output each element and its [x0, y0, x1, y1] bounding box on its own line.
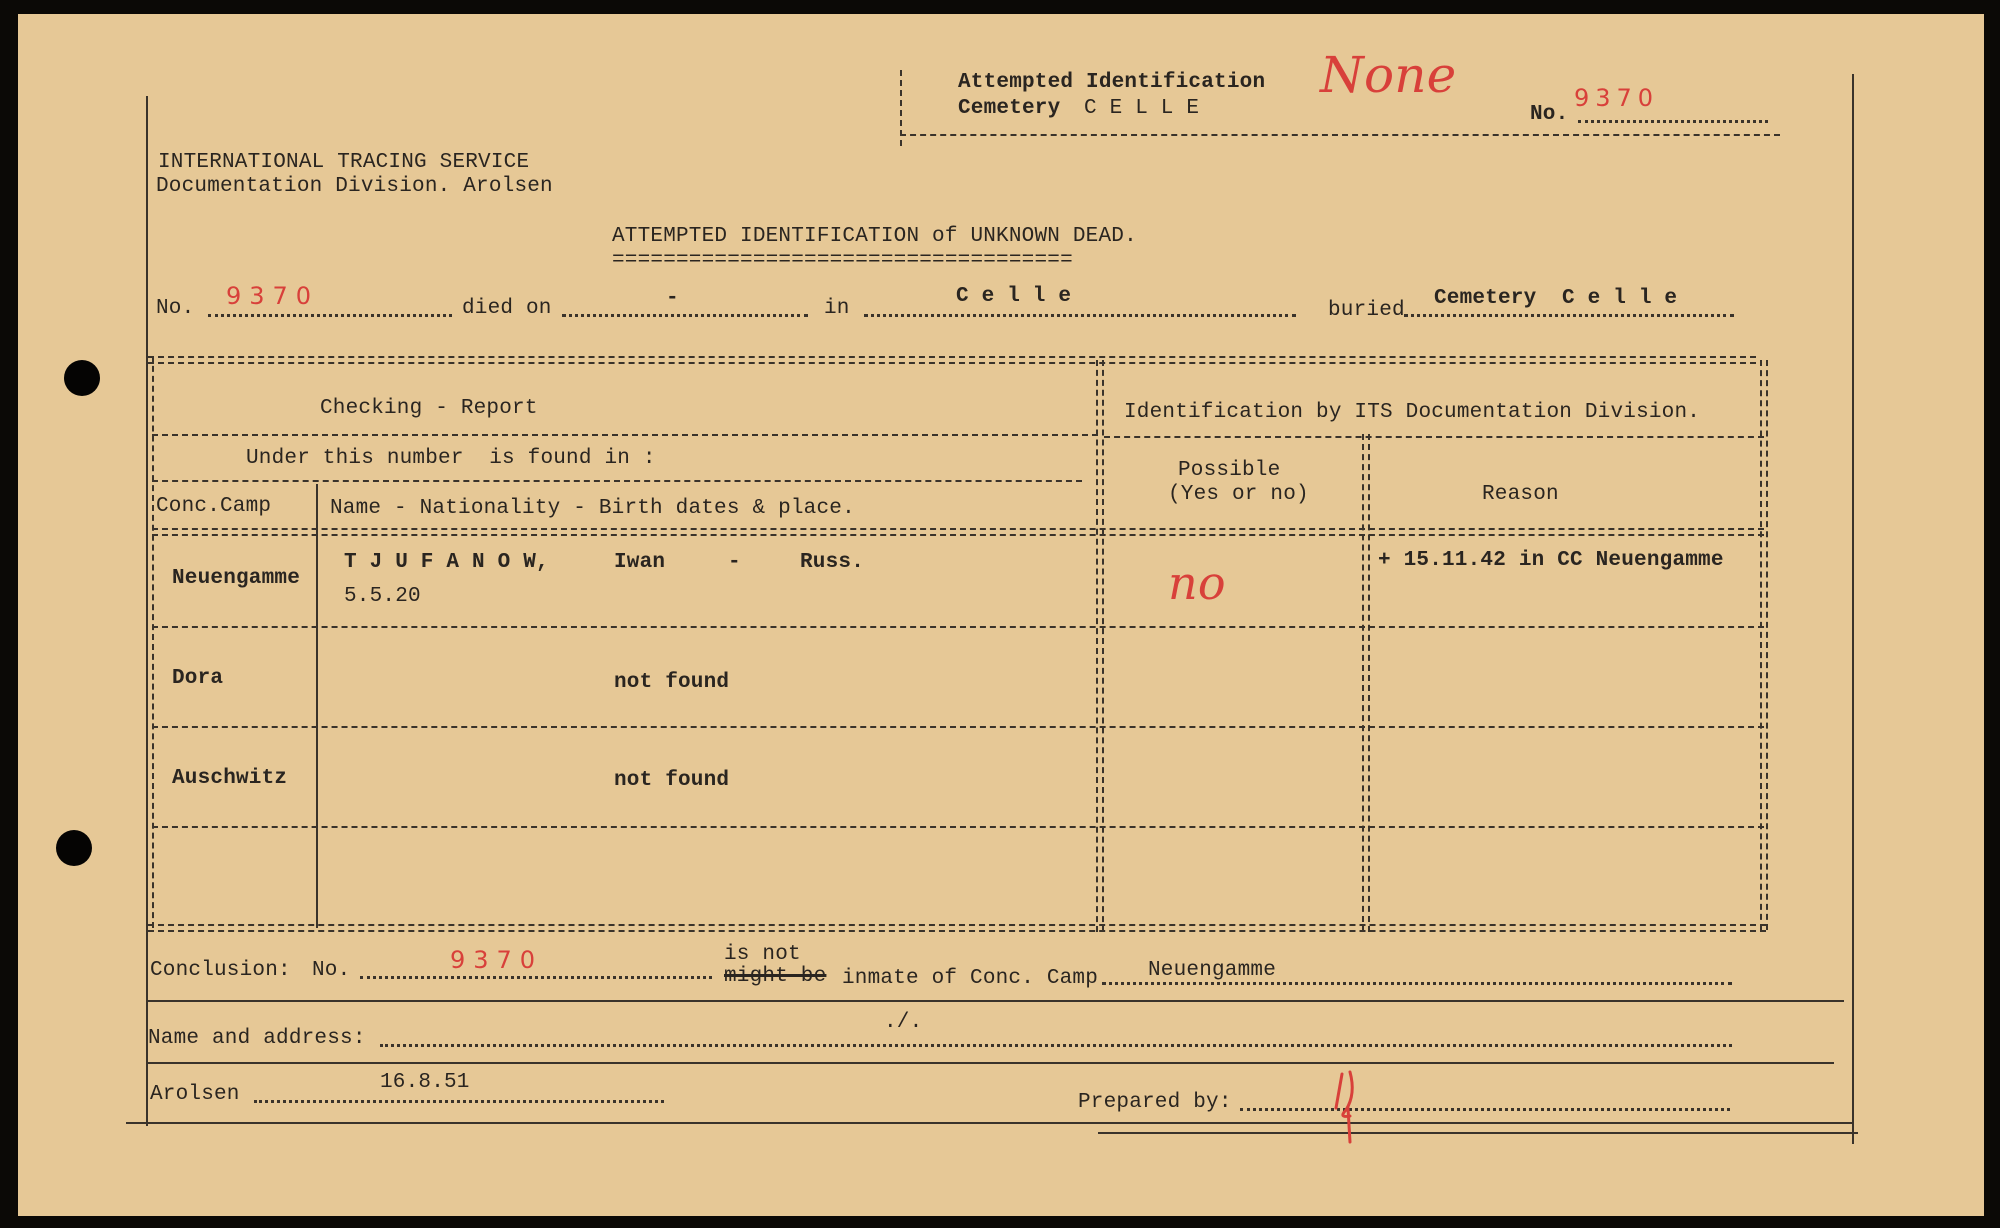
- conclusion-no-dots: [360, 976, 712, 979]
- row3-name: not found: [614, 769, 730, 792]
- page-title: ATTEMPTED IDENTIFICATION of UNKNOWN DEAD.: [612, 225, 1137, 248]
- table-camp-rule: [316, 484, 318, 928]
- header-box-bottom-rule: [900, 134, 1780, 136]
- title-underline: ====================================: [612, 249, 1073, 272]
- header-no-label: No.: [1530, 103, 1569, 126]
- frame-bottom-line-right: [1098, 1132, 1858, 1134]
- col-camp-header: Conc.Camp: [156, 495, 272, 518]
- record-no-label: No.: [156, 297, 195, 320]
- buried-value: Cemetery C e l l e: [1434, 287, 1678, 310]
- row1-camp: Neuengamme: [172, 567, 301, 590]
- footer-date-dots: [254, 1100, 664, 1103]
- name-address-dots: [380, 1044, 1732, 1047]
- handwritten-none-mark: None: [1320, 46, 1457, 104]
- col-reason-header: Reason: [1482, 483, 1559, 506]
- row3-bottom-rule: [152, 826, 1764, 828]
- frame-right-line: [1852, 74, 1854, 1144]
- org-line-2: Documentation Division. Arolsen: [156, 175, 553, 198]
- died-on-label: died on: [462, 297, 552, 320]
- row1-surname: T J U F A N O W,: [344, 551, 549, 574]
- in-dots: [864, 314, 1296, 317]
- attempted-identification-label: Attempted Identification: [958, 71, 1266, 94]
- document-card: [18, 14, 1984, 1216]
- in-label: in: [824, 297, 850, 320]
- footer-date: 16.8.51: [380, 1071, 470, 1094]
- conclusion-no-value: 9370: [450, 946, 544, 974]
- table-middle-rule: [1096, 360, 1104, 932]
- row1-dash: -: [728, 551, 741, 574]
- in-value: C e l l e: [956, 285, 1072, 308]
- name-address-value: ./.: [884, 1011, 923, 1034]
- record-no-value: 9370: [226, 282, 320, 310]
- under-number-rule: [152, 480, 1082, 482]
- col-possible-header: Possible: [1178, 459, 1281, 482]
- row1-nationality: Russ.: [800, 551, 865, 574]
- died-on-value: -: [666, 287, 679, 310]
- conclusion-label: Conclusion:: [150, 959, 291, 982]
- row1-reason: + 15.11.42 in CC Neuengamme: [1378, 549, 1724, 572]
- punch-hole-top: [64, 360, 100, 396]
- prepared-by-label: Prepared by:: [1078, 1091, 1232, 1114]
- prepared-by-dots: [1240, 1108, 1730, 1111]
- table-left-rule: [146, 356, 154, 928]
- row1-bottom-rule: [152, 626, 1764, 628]
- under-number-label: Under this number is found in :: [246, 447, 656, 470]
- header-no-value: 9370: [1574, 84, 1660, 112]
- died-on-dots: [562, 314, 808, 317]
- table-bottom-rule: [148, 924, 1766, 932]
- punch-hole-bottom: [56, 830, 92, 866]
- checking-report-rule: [152, 434, 1098, 436]
- row1-possible-handwritten: no: [1168, 556, 1226, 610]
- prepared-by-initial-mark: [1328, 1064, 1368, 1144]
- table-top-rule: [148, 356, 1756, 364]
- buried-label: buried: [1328, 299, 1405, 322]
- col-possible-subheader: (Yes or no): [1168, 483, 1309, 506]
- frame-bottom-line: [126, 1122, 1852, 1124]
- row2-bottom-rule: [152, 726, 1764, 728]
- footer-place: Arolsen: [150, 1083, 240, 1106]
- header-cemetery-value: C E L L E: [1084, 97, 1200, 120]
- record-no-dots: [208, 314, 452, 317]
- row1-first-name: Iwan: [614, 551, 666, 574]
- org-line-1: INTERNATIONAL TRACING SERVICE: [158, 151, 530, 174]
- row1-birth-date: 5.5.20: [344, 585, 421, 608]
- name-address-label: Name and address:: [148, 1027, 366, 1050]
- column-header-rule: [152, 528, 1764, 536]
- name-address-rule: [148, 1062, 1834, 1064]
- conclusion-inmate-text: inmate of Conc. Camp: [842, 967, 1099, 990]
- conclusion-camp-dots: [1102, 982, 1732, 985]
- identification-rule: [1104, 436, 1764, 438]
- identification-header: Identification by ITS Documentation Division.: [1124, 401, 1701, 424]
- row3-camp: Auschwitz: [172, 767, 288, 790]
- conclusion-is-not: is not: [724, 943, 801, 966]
- header-no-dots: [1578, 120, 1768, 123]
- conclusion-camp-value: Neuengamme: [1148, 959, 1277, 982]
- row2-camp: Dora: [172, 667, 224, 690]
- conclusion-rule: [148, 1000, 1844, 1002]
- row2-name: not found: [614, 671, 730, 694]
- header-cemetery-label: Cemetery: [958, 97, 1061, 120]
- buried-dots: [1404, 314, 1734, 317]
- table-reason-rule: [1362, 434, 1370, 932]
- checking-report-header: Checking - Report: [320, 397, 538, 420]
- conclusion-struck-text: might be: [724, 965, 827, 988]
- col-name-header: Name - Nationality - Birth dates & place.: [330, 497, 855, 520]
- conclusion-no-label: No.: [312, 959, 351, 982]
- table-right-rule: [1760, 360, 1768, 930]
